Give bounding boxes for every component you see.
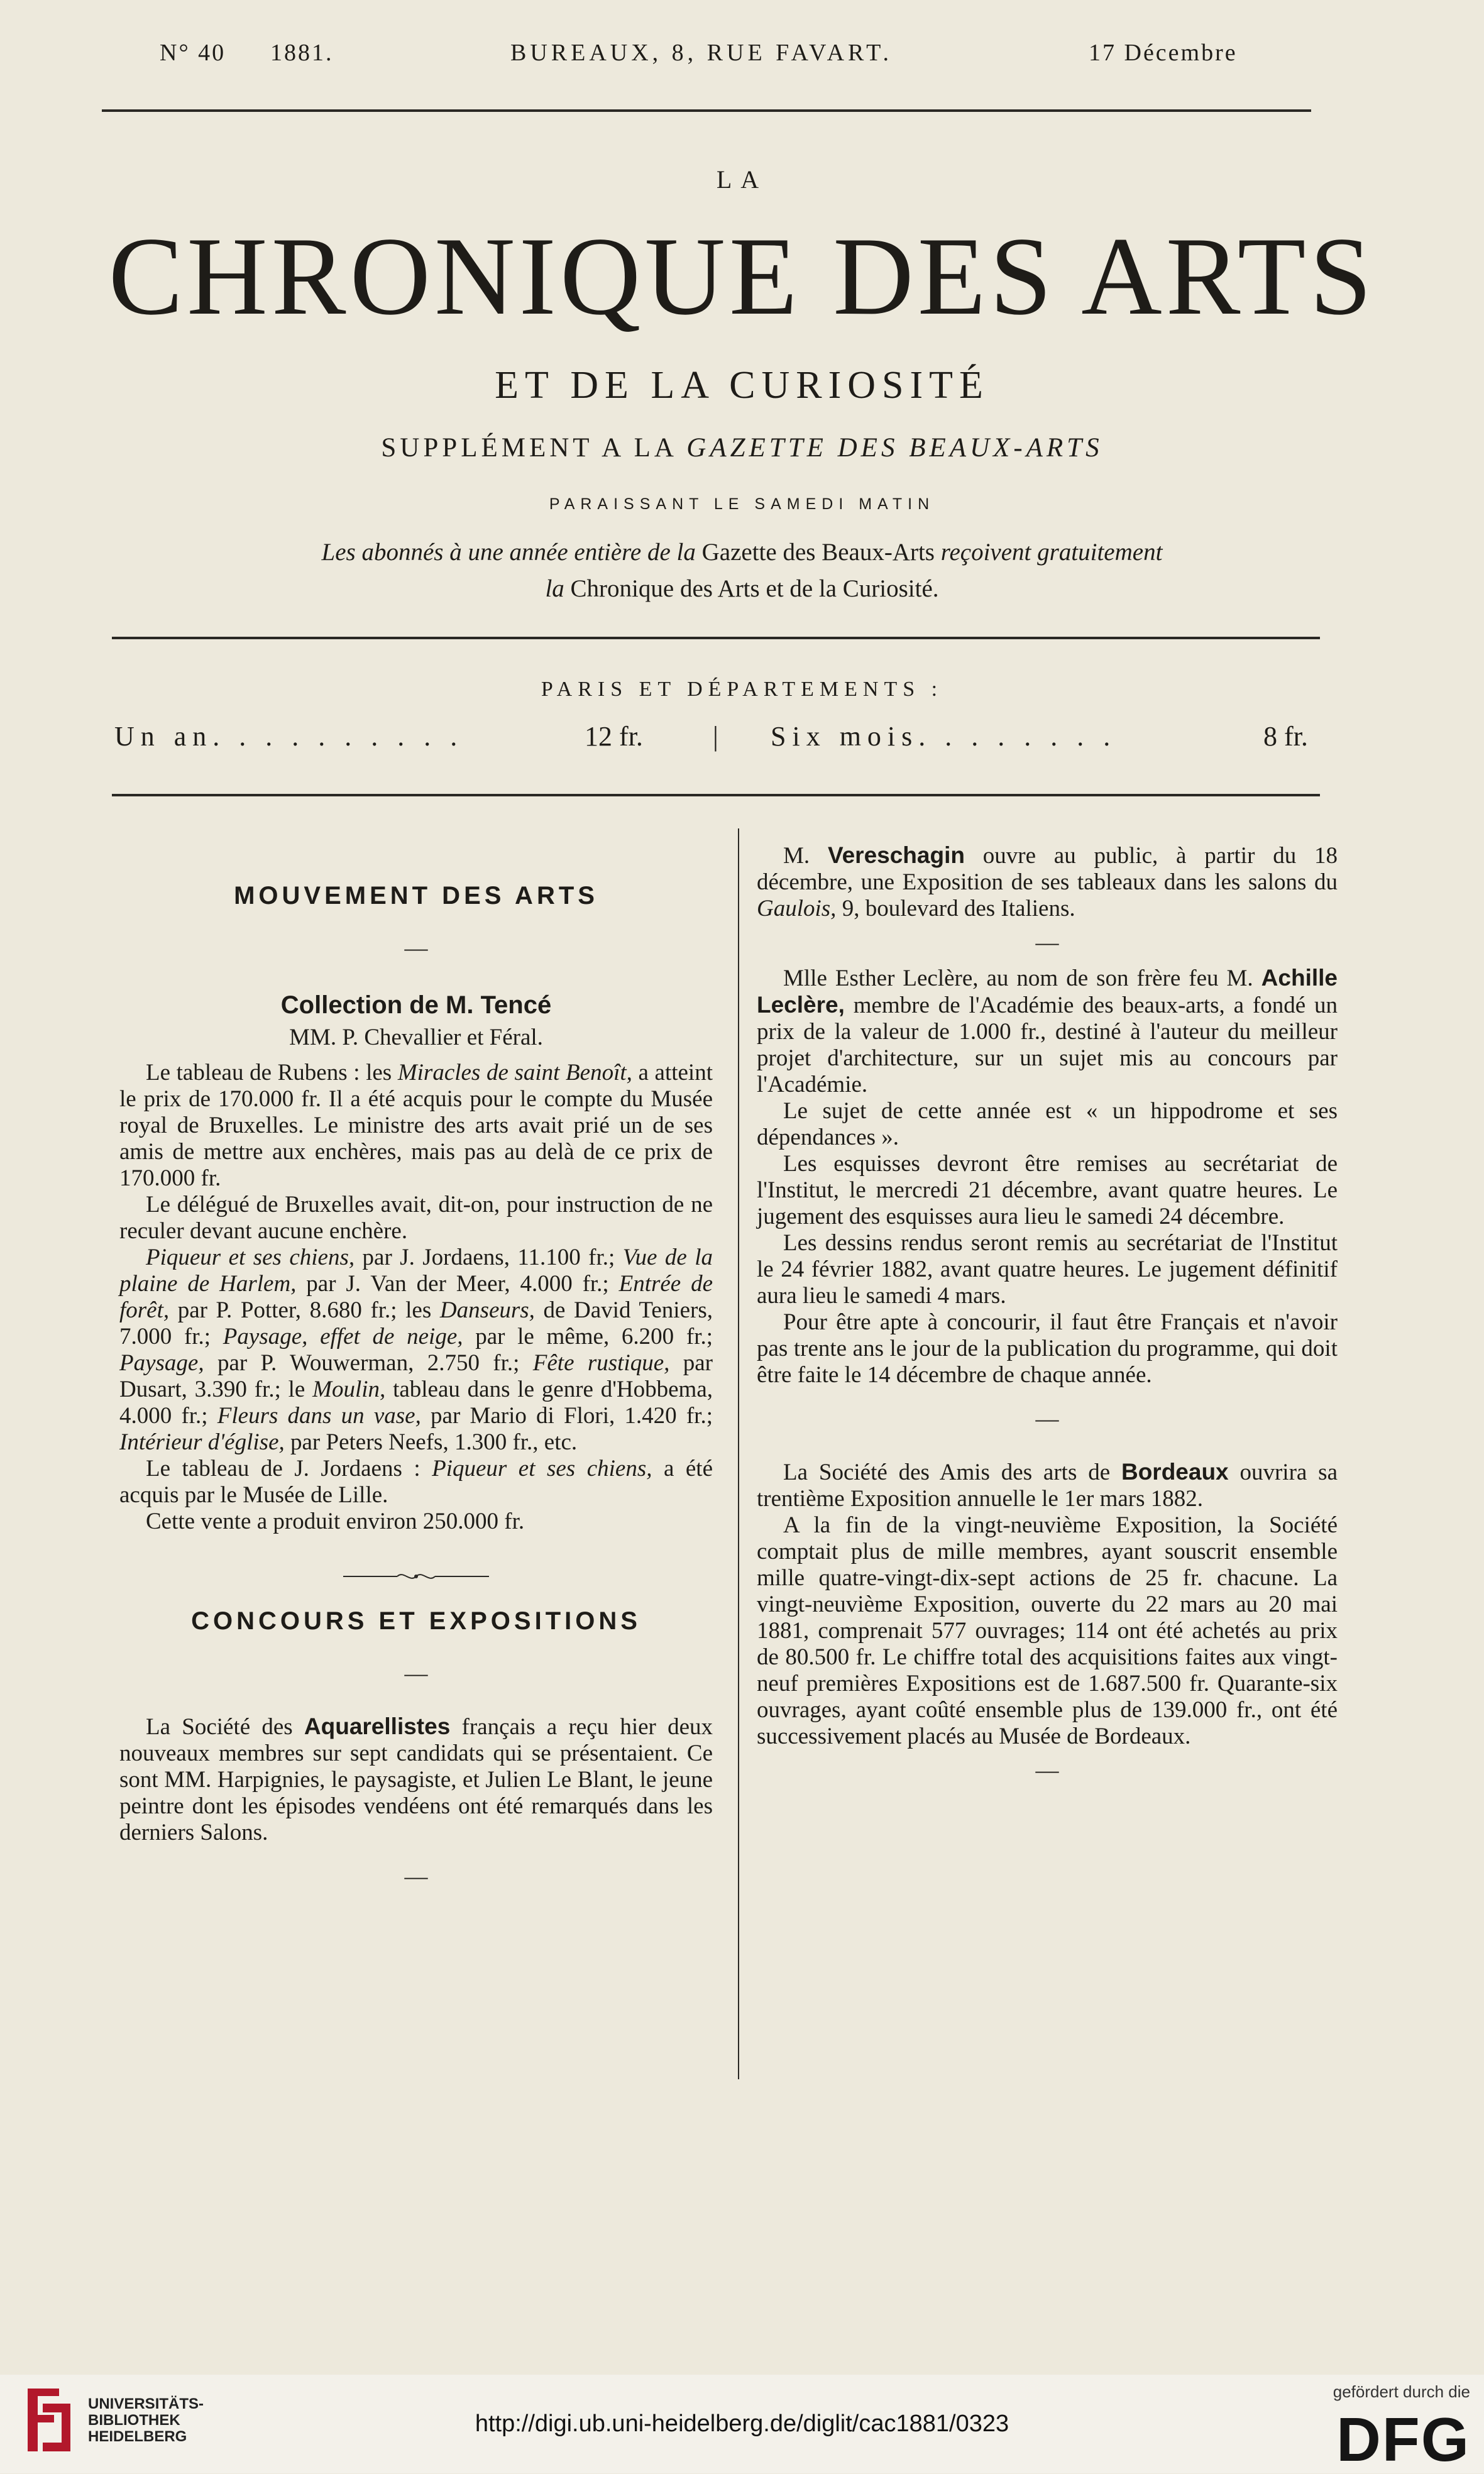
dash-separator: —: [1035, 1406, 1059, 1432]
text: La Société des: [146, 1714, 304, 1740]
text-italic: Piqueur et ses chiens,: [432, 1456, 652, 1482]
text-bold: Vereschagin: [827, 842, 965, 868]
note-roman-1: Gazette des Beaux-Arts: [701, 539, 935, 566]
text-italic: Paysage, effet de neige,: [223, 1324, 463, 1350]
masthead-subtitle: ET DE LA CURIOSITÉ: [495, 364, 989, 407]
text: par J. Jordaens, 11.100 fr.;: [355, 1245, 623, 1270]
text: français a reçu hier deux nouveaux membres sur sept candidats qui se présentaient. Ce sont MM. Harpignies, le paysagiste, et Julien Le Blant, le jeune peintre dont les épisodes vendéens ont été remarqués dans les derniers Salons.: [119, 1714, 713, 1845]
dash-separator: —: [404, 1864, 428, 1889]
text: 9, boulevard des Italiens.: [836, 896, 1075, 921]
text-italic: Miracles de saint Benoît,: [397, 1060, 632, 1086]
text-bold: Aquarellistes: [304, 1713, 451, 1739]
text: Le tableau de J. Jordaens :: [146, 1456, 432, 1482]
text: par Dusart, 3.390 fr.; le: [119, 1350, 713, 1402]
text: par P. Wouwerman, 2.750 fr.;: [204, 1350, 533, 1376]
note-italic-1: Les abonnés à une année entière de la: [321, 539, 696, 566]
paragraph-sujet: Le sujet de cette année est « un hippodrome et ses dépendances ».: [757, 1098, 1338, 1150]
note-roman-2: Chronique des Arts et de la Curiosité.: [570, 575, 939, 602]
office-address: BUREAUX, 8, RUE FAVART.: [510, 40, 893, 66]
note-italic-3: la: [545, 575, 564, 602]
dfg-logo: DFG: [1336, 2405, 1470, 2474]
paragraph-conditions: Pour être apte à concourir, il faut être Français et n'avoir pas trente ans le jour de la publication du programme, qui doit être faite le 14 décembre de chaque année.: [757, 1309, 1338, 1388]
price-separator: |: [713, 721, 718, 752]
text-italic: Fête rustique,: [532, 1350, 670, 1376]
section-concours-expositions: CONCOURS ET EXPOSITIONS: [191, 1607, 641, 1635]
text-italic: Piqueur et ses chiens,: [146, 1245, 355, 1270]
text: Le tableau de Rubens : les: [146, 1060, 398, 1086]
ornament-icon: [341, 1569, 492, 1584]
text-bold: Achille Leclère,: [757, 965, 1338, 1018]
text: ouvre au public, à partir du 18 décembre, une Exposition de ses tableaux dans les salons du: [757, 843, 1338, 895]
supplement-gazette: GAZETTE DES BEAUX-ARTS: [686, 433, 1103, 463]
paragraph-dessins: Les dessins rendus seront remis au secrétariat de l'Institut le 24 février 1882, avant quatre heures. Le jugement définitif aura lieu le samedi 4 mars.: [757, 1230, 1338, 1309]
prices-rule: [112, 794, 1320, 796]
masthead-supplement: [0, 432, 1484, 463]
paragraph-total: Cette vente a produit environ 250.000 fr.: [146, 1509, 525, 1534]
issue-year: 1881.: [270, 40, 334, 66]
dash-separator: —: [404, 1661, 428, 1686]
paragraph-sales-list: [119, 1245, 713, 1456]
subscriber-note: [0, 534, 1484, 607]
paragraph-bordeaux: [757, 1459, 1338, 1512]
library-line: BIBLIOTHEK: [88, 2412, 180, 2429]
masthead-rule: [112, 637, 1320, 639]
paragraph-vereschagin: [757, 842, 1338, 922]
year-label: Un an. . . . . . . . . .: [114, 721, 464, 752]
text: membre de l'Académie des beaux-arts, a fondé un prix de la valeur de 1.000 fr., destiné à l'auteur du meilleur projet d'architecture, sur un sujet mis au concours par l'Académie.: [757, 992, 1338, 1097]
text-italic: Intérieur d'église,: [119, 1429, 285, 1455]
text: La Société des Amis des arts de: [783, 1460, 1121, 1485]
right-column: [757, 842, 1338, 1784]
masthead-title: CHRONIQUE DES ARTS: [108, 214, 1376, 338]
text: ouvrira sa trentième Exposition annuelle le 1er mars 1882.: [757, 1460, 1338, 1512]
paragraph-leclere: [757, 965, 1338, 1098]
paragraph-esquisses: Les esquisses devront être remises au secrétariat de l'Institut, le mercredi 21 décembre, avant quatre heures. Le jugement des esquisses aura lieu le samedi 24 décembre.: [757, 1151, 1338, 1229]
publication-schedule: PARAISSANT LE SAMEDI MATIN: [549, 495, 935, 513]
six-months-price: 8 fr.: [1263, 721, 1308, 752]
column-divider: [738, 828, 739, 2079]
issue-number: N° 40: [160, 40, 226, 66]
note-italic-2: reçoivent gratuitement: [940, 539, 1163, 566]
section-mouvement-des-arts: MOUVEMENT DES ARTS: [234, 882, 598, 910]
ornament-divider: [119, 1564, 713, 1583]
text: Mlle Esther Leclère, au nom de son frère feu M.: [783, 965, 1261, 991]
text: par le même, 6.200 fr.;: [463, 1324, 713, 1350]
text: par P. Potter, 8.680 fr.; les: [169, 1297, 440, 1323]
funding-caption: gefördert durch die: [1333, 2382, 1470, 2401]
text: par J. Van der Meer, 4.000 fr.;: [296, 1271, 619, 1297]
text-italic: Fleurs dans un vase,: [217, 1403, 421, 1429]
year-price: 12 fr.: [585, 721, 643, 752]
library-line: UNIVERSITÄTS-: [88, 2395, 204, 2412]
dash-separator: —: [1035, 930, 1059, 955]
dash-separator: —: [1035, 1757, 1059, 1783]
supplement-prefix: SUPPLÉMENT A LA: [381, 433, 687, 463]
text: par Mario di Flori, 1.420 fr.;: [420, 1403, 713, 1429]
text-bold: Bordeaux: [1121, 1459, 1229, 1485]
prices-heading: PARIS ET DÉPARTEMENTS :: [541, 678, 943, 701]
text-italic: Paysage,: [119, 1350, 204, 1376]
paragraph-bordeaux-stats: A la fin de la vingt-neuvième Exposition, la Société comptait plus de mille membres, ayant souscrit ensemble mille quatre-vingt-dix-sept actions de 25 fr. chacune. La vingt-neuvième Exposition, ouverte du 22 mars au 20 mai 1881, comprenait 577 ouvrages; 114 ont été achetés au prix de 80.500 fr. Le chiffre total des acquisitions faites aux vingt-neuf premières Expositions est de 1.687.500 fr. Quarante-six ouvrages, ayant coûté ensemble plus de 139.000 fr., ont été successivement placés au Musée de Bordeaux.: [757, 1512, 1338, 1749]
text-italic: Gaulois,: [757, 896, 837, 921]
text: a été acquis par le Musée de Lille.: [119, 1456, 713, 1508]
text-italic: Danseurs,: [439, 1297, 535, 1323]
text-italic: Entrée de forêt,: [119, 1271, 713, 1323]
dash-separator: —: [404, 935, 428, 961]
paragraph-aquarellistes: [119, 1713, 713, 1846]
text: tableau dans le genre d'Hobbema, 4.000 fr.;: [119, 1377, 713, 1429]
six-months-label: Six mois. . . . . . . .: [771, 721, 1117, 752]
issue-date: 17 Décembre: [1089, 40, 1238, 66]
text-italic: Moulin,: [312, 1377, 386, 1402]
source-url-link[interactable]: http://digi.ub.uni-heidelberg.de/diglit/cac1881/0323: [475, 2411, 1009, 2437]
left-column: [119, 882, 713, 1890]
auctioneers-byline: MM. P. Chevallier et Féral.: [289, 1025, 543, 1050]
text: de David Teniers, 7.000 fr.;: [119, 1297, 713, 1350]
paragraph-delegue: Le délégué de Bruxelles avait, dit-on, pour instruction de ne reculer devant aucune enchère.: [119, 1192, 713, 1244]
subhead-collection-tence: Collection de M. Tencé: [280, 991, 552, 1019]
text-italic: Vue de la plaine de Harlem,: [119, 1245, 713, 1297]
masthead-article: LA: [716, 165, 768, 194]
text: par Peters Neefs, 1.300 fr., etc.: [284, 1429, 578, 1455]
paragraph-jordaens: [119, 1456, 713, 1509]
paragraph-rubens: [119, 1060, 713, 1192]
header-rule: [102, 109, 1311, 112]
text: M.: [783, 843, 828, 869]
text: a atteint le prix de 170.000 fr. Il a été acquis pour le compte du Musée royal de Bruxelles. Le ministre des arts avait prié un de ses amis de mettre aux enchères, mais pas au delà de ce prix de 170.000 fr.: [119, 1060, 713, 1191]
library-line: HEIDELBERG: [88, 2428, 187, 2445]
